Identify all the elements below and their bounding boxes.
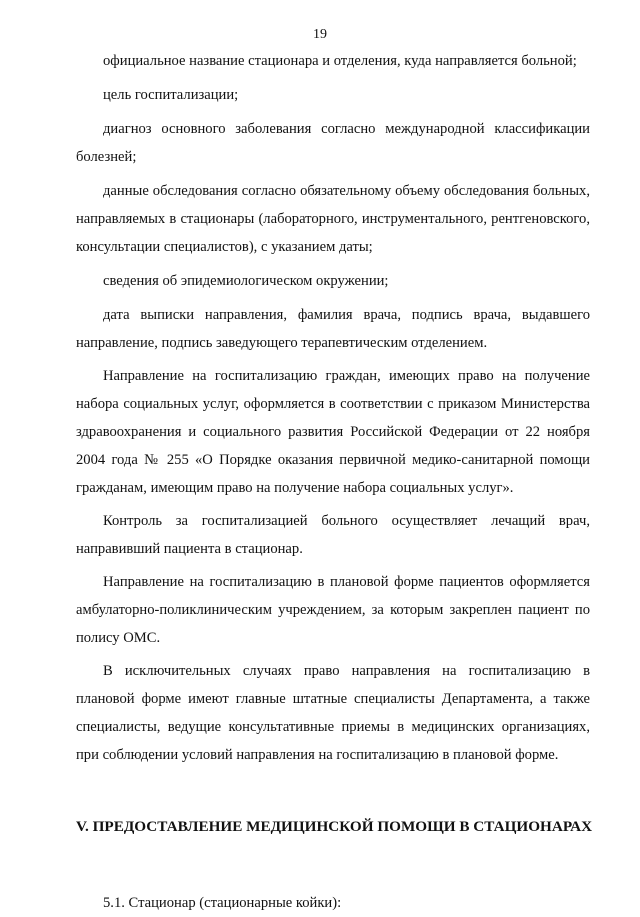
paragraph-purpose: цель госпитализации; [103, 87, 239, 103]
subsection-heading: 5.1. Стационар (стационарные койки): [103, 895, 342, 911]
document-body [76, 47, 593, 917]
section-heading: V. ПРЕДОСТАВЛЕНИЕ МЕДИЦИНСКОЙ ПОМОЩИ В СТАЦИОНАРАХ [76, 818, 593, 835]
paragraph-official-name: официальное название стационара и отделения, куда направляется больной; [103, 53, 577, 69]
paragraph-epidemiology: сведения об эпидемиологическом окружении; [103, 273, 389, 289]
paragraph-planned-referral: Направление на госпитализацию в плановой форме пациентов оформляется амбулаторно-поликлиническим учреждением, за которым закреплен пациент по полису ОМС. [76, 574, 590, 646]
paragraph-control: Контроль за госпитализацией больного осуществляет лечащий врач, направивший пациента в стационар. [76, 513, 590, 557]
paragraph-social-services: Направление на госпитализацию граждан, имеющих право на получение набора социальных услуг, оформляется в соответствии с приказом Министерства здравоохранения и социального развития Российской Федерации от 22 ноября 2004 года № 255 «О Порядке оказания первичной медико-санитарной помощи гражданам, имеющим право на получение набора социальных услуг». [76, 368, 590, 496]
paragraph-diagnosis: диагноз основного заболевания согласно международной классификации болезней; [76, 121, 590, 165]
paragraph-examination-data: данные обследования согласно обязательному объему обследования больных, направляемых в стационары (лабораторного, инструментального, рентгеновского, консультации специалистов), с указанием даты; [76, 183, 590, 255]
paragraph-exceptional-cases: В исключительных случаях право направления на госпитализацию в плановой форме имеют главные штатные специалисты Департамента, а также специалисты, ведущие консультативные приемы в медицинских организациях, при соблюдении условий направления на госпитализацию в плановой форме. [76, 663, 590, 763]
paragraph-issue-date: дата выписки направления, фамилия врача, подпись врача, выдавшего направление, подпись заведующего терапевтическим отделением. [76, 307, 590, 351]
page-number: 19 [313, 27, 327, 42]
